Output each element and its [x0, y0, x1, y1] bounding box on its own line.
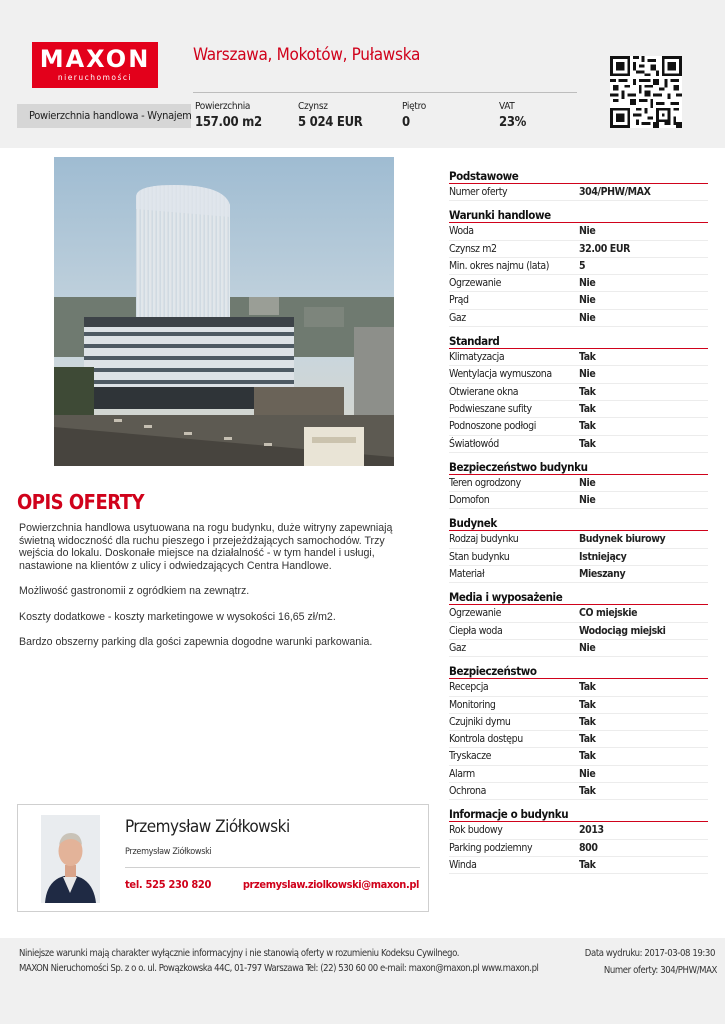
- qr-code-icon[interactable]: [610, 56, 682, 128]
- agent-card: [17, 804, 429, 912]
- logo-brand: MAXON: [39, 45, 151, 73]
- description-body: [19, 522, 411, 662]
- spec-row: [449, 549, 708, 566]
- spec-row: [449, 292, 708, 309]
- spec-row: [449, 366, 708, 383]
- maxon-logo[interactable]: [32, 42, 158, 88]
- fact-label: Powierzchnia: [195, 101, 251, 112]
- spec-value: Tak: [579, 437, 596, 450]
- spec-section: [449, 663, 708, 800]
- spec-row: [449, 223, 708, 240]
- spec-key: Prąd: [449, 294, 469, 307]
- fact-value: 23%: [499, 115, 527, 130]
- spec-row: [449, 436, 708, 453]
- offer-location: Warszawa, Mokotów, Puławska: [193, 45, 421, 65]
- spec-key: Ochrona: [449, 785, 487, 798]
- spec-value: Tak: [579, 698, 596, 711]
- spec-value: Mieszany: [579, 568, 626, 581]
- spec-value: Tak: [579, 385, 596, 398]
- spec-key: Domofon: [449, 494, 490, 507]
- spec-value: Tak: [579, 715, 596, 728]
- logo-subtitle: nieruchomości: [57, 73, 133, 82]
- spec-row: [449, 384, 708, 401]
- company-contact: MAXON Nieruchomości Sp. z o o. ul. Powązkowska 44C, 01-797 Warszawa Tel: (22) 530 60 00 e-mail: maxon@maxon.pl www.maxon.pl: [19, 963, 539, 974]
- spec-key: Wentylacja wymuszona: [449, 368, 552, 381]
- agent-avatar: [41, 815, 100, 903]
- spec-key: Parking podziemny: [449, 841, 533, 854]
- spec-section: [449, 806, 708, 874]
- spec-key: Podnoszone podłogi: [449, 420, 536, 433]
- divider: [193, 92, 577, 93]
- spec-row: [449, 566, 708, 583]
- spec-key: Czynsz m2: [449, 242, 497, 255]
- spec-key: Gaz: [449, 311, 466, 324]
- agent-phone-link[interactable]: tel. 525 230 820: [125, 878, 212, 891]
- spec-section: [449, 333, 708, 453]
- spec-section: [449, 515, 708, 583]
- spec-section: [449, 168, 708, 201]
- spec-key: Rodzaj budynku: [449, 533, 519, 546]
- fact-value: 157.00 m2: [195, 115, 262, 130]
- spec-row: [449, 748, 708, 765]
- spec-row: [449, 766, 708, 783]
- spec-value: 800: [579, 841, 598, 854]
- divider: [125, 867, 420, 868]
- spec-key: Ogrzewanie: [449, 277, 502, 290]
- spec-key: Tryskacze: [449, 750, 492, 763]
- spec-row: [449, 241, 708, 258]
- fact-vat: [499, 101, 526, 130]
- spec-row: [449, 783, 708, 800]
- fact-rent: [298, 101, 362, 130]
- spec-value: Tak: [579, 733, 596, 746]
- spec-key: Światłowód: [449, 437, 499, 450]
- spec-row: [449, 184, 708, 201]
- spec-value: Tak: [579, 420, 596, 433]
- spec-value: Tak: [579, 681, 596, 694]
- spec-key: Numer oferty: [449, 186, 508, 198]
- spec-value: Nie: [579, 476, 596, 489]
- spec-key: Alarm: [449, 767, 475, 780]
- agent-email-link[interactable]: przemyslaw.ziolkowski@maxon.pl: [242, 878, 419, 891]
- spec-row: [449, 623, 708, 640]
- spec-row: [449, 475, 708, 492]
- fact-label: Piętro: [402, 101, 426, 112]
- spec-row: [449, 857, 708, 874]
- spec-section-title: Media i wyposażenie: [449, 589, 708, 605]
- spec-row: [449, 275, 708, 292]
- spec-section-title: Informacje o budynku: [449, 806, 708, 822]
- spec-key: Stan budynku: [449, 550, 510, 563]
- spec-row: [449, 731, 708, 748]
- building-photo: [54, 157, 394, 466]
- spec-row: [449, 310, 708, 327]
- spec-key: Winda: [449, 858, 477, 871]
- fact-area: [195, 101, 262, 130]
- spec-key: Klimatyzacja: [449, 351, 505, 364]
- spec-value: 5: [579, 259, 586, 272]
- spec-row: [449, 605, 708, 622]
- spec-value: Tak: [579, 858, 596, 871]
- spec-value: Nie: [579, 277, 596, 290]
- spec-key: Czujniki dymu: [449, 715, 511, 728]
- spec-row: [449, 401, 708, 418]
- spec-value: CO miejskie: [579, 607, 638, 620]
- spec-value: Nie: [579, 494, 596, 507]
- spec-key: Podwieszane sufity: [449, 402, 532, 415]
- spec-value: Tak: [579, 750, 596, 763]
- fact-value: 5 024 EUR: [298, 115, 363, 130]
- header-band: [0, 0, 725, 148]
- spec-key: Gaz: [449, 641, 466, 654]
- spec-row: [449, 531, 708, 548]
- print-date: Data wydruku: 2017-03-08 19:30: [584, 948, 715, 959]
- spec-section-title: Podstawowe: [449, 168, 708, 184]
- spec-key: Min. okres najmu (lata): [449, 259, 550, 272]
- spec-value: Nie: [579, 294, 596, 307]
- spec-row: [449, 258, 708, 275]
- spec-section-title: Budynek: [449, 515, 708, 531]
- spec-value: Nie: [579, 641, 596, 654]
- spec-key: Otwierane okna: [449, 385, 519, 398]
- spec-value: Tak: [579, 785, 596, 798]
- spec-value: Tak: [579, 351, 596, 364]
- spec-value: Istniejący: [579, 550, 627, 563]
- spec-key: Ciepła woda: [449, 624, 503, 637]
- fact-label: Czynsz: [298, 101, 328, 112]
- spec-key: Recepcja: [449, 681, 489, 694]
- spec-row: [449, 492, 708, 509]
- fact-floor: [402, 101, 426, 130]
- spec-section: [449, 207, 708, 327]
- spec-section-title: Warunki handlowe: [449, 207, 708, 223]
- spec-key: Teren ogrodzony: [449, 476, 521, 489]
- spec-value: Nie: [579, 368, 596, 381]
- spec-row: [449, 418, 708, 435]
- spec-value: Budynek biurowy: [579, 533, 666, 546]
- spec-row: [449, 822, 708, 839]
- spec-value: 304/PHW/MAX: [579, 186, 651, 198]
- agent-name: Przemysław Ziółkowski: [125, 817, 290, 837]
- footer-offer-number: Numer oferty: 304/PHW/MAX: [603, 965, 717, 976]
- spec-key: Materiał: [449, 568, 485, 581]
- footer: [0, 938, 725, 1024]
- spec-key: Rok budowy: [449, 824, 503, 837]
- spec-row: [449, 349, 708, 366]
- description-paragraph: Koszty dodatkowe - koszty marketingowe w wysokości 16,65 zł/m2.: [19, 610, 336, 623]
- spec-section: [449, 589, 708, 657]
- description-title: OPIS OFERTY: [17, 490, 145, 514]
- spec-row: [449, 697, 708, 714]
- spec-section: [449, 459, 708, 510]
- spec-row: [449, 714, 708, 731]
- spec-key: Ogrzewanie: [449, 607, 502, 620]
- spec-tables: [449, 168, 708, 880]
- spec-value: Nie: [579, 225, 596, 238]
- agent-subtitle: Przemysław Ziółkowski: [125, 847, 212, 857]
- description-paragraph: Możliwość gastronomii z ogródkiem na zewnątrz.: [19, 585, 250, 597]
- description-paragraph: Bardzo obszerny parking dla gości zapewnia dogodne warunki parkowania.: [19, 636, 373, 648]
- spec-section-title: Bezpieczeństwo budynku: [449, 459, 708, 475]
- offer-type-badge: Powierzchnia handlowa - Wynajem: [17, 104, 191, 128]
- spec-section-title: Bezpieczeństwo: [449, 663, 708, 679]
- spec-key: Woda: [449, 225, 474, 238]
- spec-row: [449, 679, 708, 696]
- spec-value: Tak: [579, 402, 596, 415]
- disclaimer: Niniejsze warunki mają charakter wyłącznie informacyjny i nie stanowią oferty w rozumieniu Kodeksu Cywilnego.: [19, 948, 460, 959]
- spec-value: Nie: [579, 767, 596, 780]
- description-paragraph: Powierzchnia handlowa usytuowana na rogu budynku, duże witryny zapewniają świetną widoczność dla ruchu pieszego i przejeżdżających samochodów. Trzy wejścia do lokalu. Doskonałe miejsce na działalność - w tym handel i usługi, nastawione na klientów z ulicy i odwiedzających Centra Handlowe.: [19, 522, 393, 572]
- spec-value: 2013: [579, 824, 604, 837]
- spec-value: Nie: [579, 311, 596, 324]
- spec-key: Kontrola dostępu: [449, 733, 523, 746]
- spec-row: [449, 640, 708, 657]
- fact-value: 0: [402, 115, 410, 130]
- spec-value: Wodociąg miejski: [579, 624, 666, 637]
- fact-label: VAT: [499, 101, 515, 112]
- spec-row: [449, 840, 708, 857]
- spec-key: Monitoring: [449, 698, 496, 711]
- spec-value: 32.00 EUR: [579, 242, 630, 255]
- spec-section-title: Standard: [449, 333, 708, 349]
